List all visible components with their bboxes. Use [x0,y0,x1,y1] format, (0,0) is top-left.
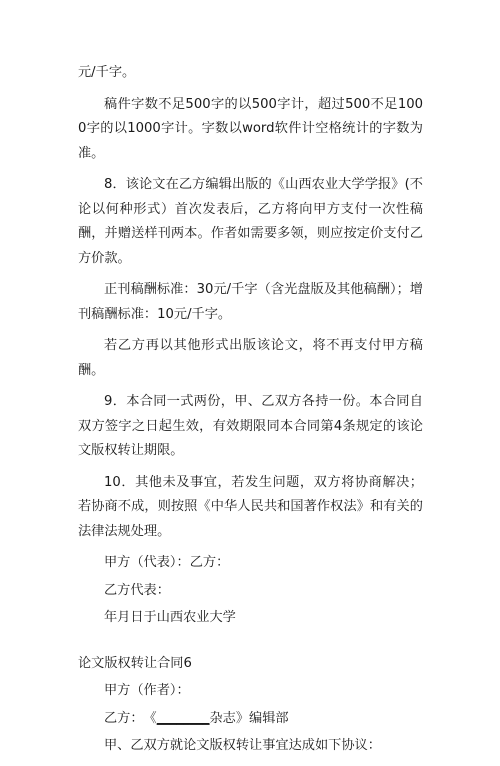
agreement-intro-line: 甲、乙双方就论文版权转让事宜达成如下协议： [104,738,381,753]
party-b-suffix: 杂志》编辑部 [209,710,289,726]
paragraph-clause-8: 8．该论文在乙方编辑出版的《山西农业大学学报》(不论以何种形式）首次发表后，乙方将向甲方支付一次性稿酬，并赠送样刊两本。作者如需要多领，则应按定价支付乙方价款。 [78,177,423,266]
paragraph-rate-unit: 元/千字。 [78,65,136,80]
party-a-line: 甲方（作者）： [104,683,190,698]
paragraph-other-forms: 若乙方再以其他形式出版该论文，将不再支付甲方稿酬。 [78,338,423,378]
paragraph-clause-10: 10．其他未及事宜，若发生问题，双方将协商解决；若协商不成，则按照《中华人民共和国著作权法》和有关的法律法规处理。 [78,474,423,539]
party-b-line [78,707,423,732]
magazine-name-blank: ________ [156,710,210,726]
paragraph-royalty-standard: 正刊稿酬标准：30元/千字（含光盘版及其他稿酬）；增刊稿酬标准：10元/千字。 [78,282,423,322]
signature-party-line: 甲方（代表）：乙方： [104,555,230,570]
signature-date-line: 年月日于山西农业大学 [104,610,236,625]
signature-representative-line: 乙方代表： [104,582,170,598]
section-gap [78,638,423,652]
paragraph-clause-9: 9．本合同一式两份，甲、乙双方各持一份。本合同自双方签字之日起生效，有效期限同本合同第4条规定的该论文版权转让期限。 [78,394,423,458]
document-body [78,61,423,766]
party-b-prefix: 乙方： 《 [104,710,157,726]
section-heading: 论文版权转让合同6 [78,655,192,671]
paragraph-word-count: 稿件字数不足500字的以500字计，超过500不足1000字的以1000字计。字数以word软件计空格统计的字数为准。 [78,96,423,161]
